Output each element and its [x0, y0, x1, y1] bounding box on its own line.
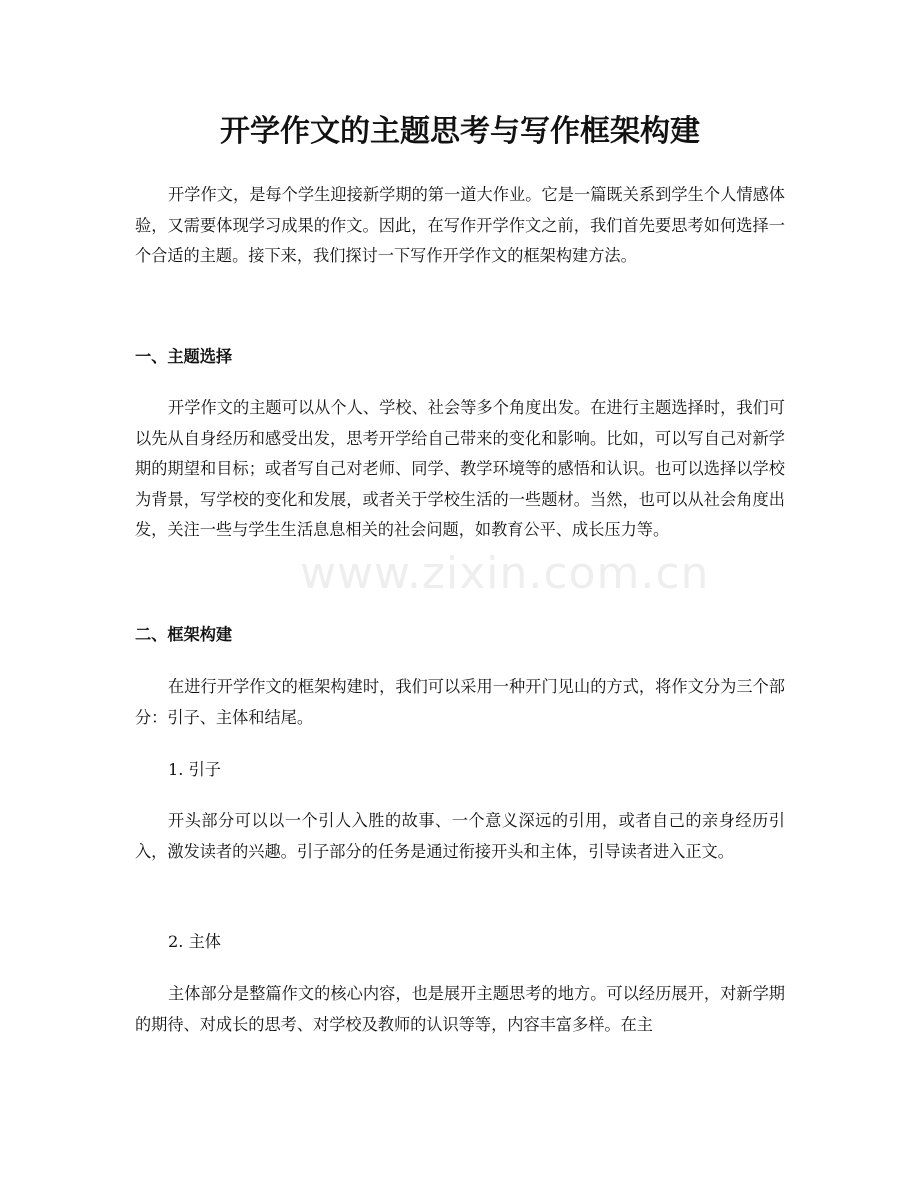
- intro-paragraph: 开学作文，是每个学生迎接新学期的第一道大作业。它是一篇既关系到学生个人情感体验，又需要体现学习成果的作文。因此，在写作开学作文之前，我们首先要思考如何选择一个合适的主题。接下来，我们探讨一下写作开学作文的框架构建方法。: [135, 185, 785, 265]
- section-heading-framework: 二、框架构建: [135, 625, 233, 644]
- subheading-body: 2. 主体: [168, 932, 221, 951]
- section-heading-topic-selection: 一、主题选择: [135, 347, 233, 366]
- introduction-paragraph: 开头部分可以以一个引人入胜的故事、一个意义深远的引用，或者自己的亲身经历引入，激发读者的兴趣。引子部分的任务是通过衔接开头和主体，引导读者进入正文。: [135, 811, 785, 861]
- framework-intro-paragraph: 在进行开学作文的框架构建时，我们可以采用一种开门见山的方式，将作文分为三个部分：引子、主体和结尾。: [135, 677, 785, 727]
- topic-selection-paragraph: 开学作文的主题可以从个人、学校、社会等多个角度出发。在进行主题选择时，我们可以先从自身经历和感受出发，思考开学给自己带来的变化和影响。比如，可以写自己对新学期的期望和目标；或者写自己对老师、同学、教学环境等的感悟和认识。也可以选择以学校为背景，写学校的变化和发展，或者关于学校生活的一些题材。当然，也可以从社会角度出发，关注一些与学生生活息息相关的社会问题，如教育公平、成长压力等。: [135, 398, 785, 539]
- watermark-text: www.zixin.com.cn: [300, 548, 710, 599]
- document-title: 开学作文的主题思考与写作框架构建: [220, 114, 700, 149]
- body-paragraph: 主体部分是整篇作文的核心内容，也是展开主题思考的地方。可以经历展开，对新学期的期待、对成长的思考、对学校及教师的认识等等，内容丰富多样。在主: [135, 984, 785, 1034]
- subheading-introduction: 1. 引子: [168, 760, 221, 779]
